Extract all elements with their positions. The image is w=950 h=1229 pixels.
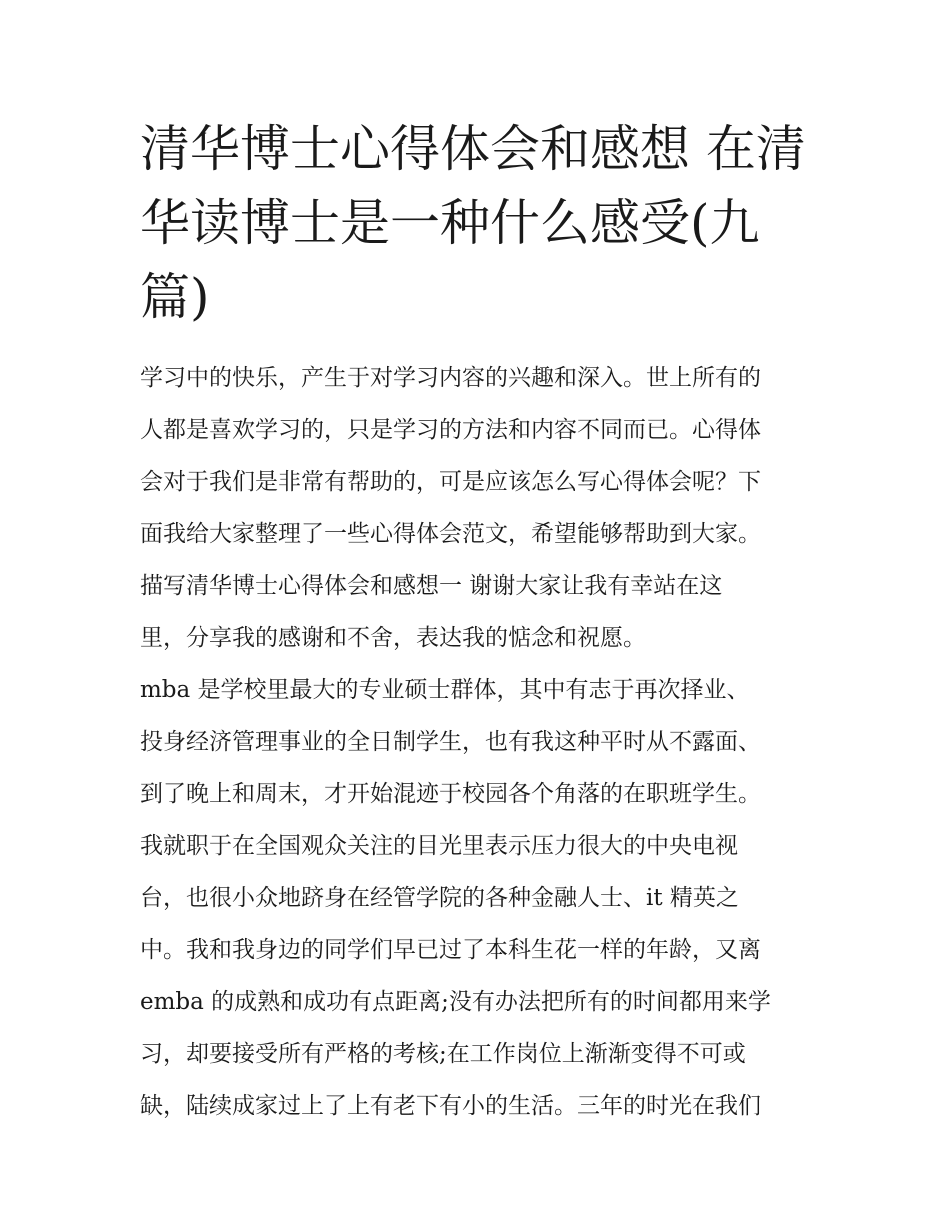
body-line: 中。我和我身边的同学们早已过了本科生花一样的年龄，又离 — [140, 937, 761, 963]
body-line: 我就职于在全国观众关注的目光里表示压力很大的中央电视 — [140, 833, 738, 859]
body-line: 台，也很小众地跻身在经管学院的各种金融人士、it 精英之 — [140, 885, 739, 911]
body-line: 里，分享我的感谢和不舍，表达我的惦念和祝愿。 — [140, 625, 646, 651]
body-line: 人都是喜欢学习的，只是学习的方法和内容不同而已。心得体 — [140, 417, 761, 443]
body-line: 到了晚上和周末，才开始混迹于校园各个角落的在职班学生。 — [140, 781, 761, 807]
title-line: 篇) — [140, 268, 210, 326]
document-body — [140, 356, 820, 1136]
body-line: 学习中的快乐，产生于对学习内容的兴趣和深入。世上所有的 — [140, 365, 761, 391]
body-line: 面我给大家整理了一些心得体会范文，希望能够帮助到大家。 — [140, 521, 761, 547]
body-line: 描写清华博士心得体会和感想一 谢谢大家让我有幸站在这 — [140, 573, 723, 599]
body-line: 缺，陆续成家过上了上有老下有小的生活。三年的时光在我们 — [140, 1093, 761, 1119]
body-line: mba 是学校里最大的专业硕士群体，其中有志于再次择业、 — [140, 677, 750, 703]
body-line: 投身经济管理事业的全日制学生，也有我这种平时从不露面、 — [140, 729, 761, 755]
title-line: 华读博士是一种什么感受(九 — [140, 194, 760, 252]
title-line: 清华博士心得体会和感想 在清 — [140, 120, 806, 178]
document-title — [140, 112, 820, 334]
body-line: 会对于我们是非常有帮助的，可是应该怎么写心得体会呢？下 — [140, 469, 761, 495]
body-line: 习，却要接受所有严格的考核;在工作岗位上渐渐变得不可或 — [140, 1041, 746, 1067]
body-line: emba 的成熟和成功有点距离;没有办法把所有的时间都用来学 — [140, 989, 771, 1015]
